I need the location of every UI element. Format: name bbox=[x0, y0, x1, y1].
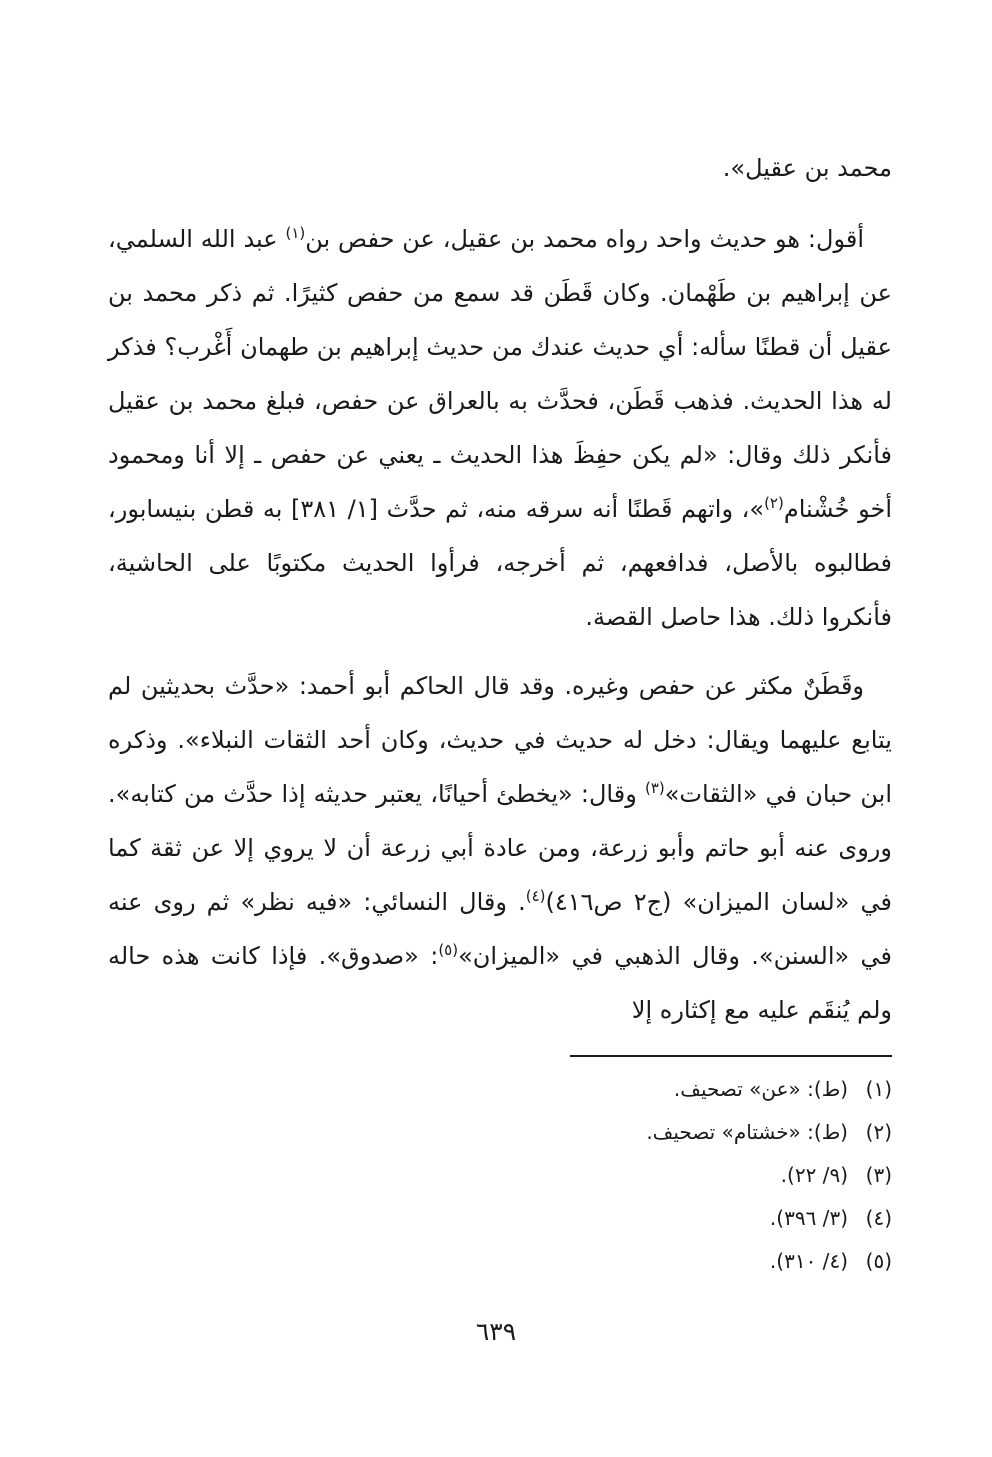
footnote-item bbox=[400, 1197, 892, 1240]
paragraph-aqul-text-2: عبد الله السلمي، عن إبراهيم بن طَهْمان. وكان قَطَن قد سمع من حفص كثيرًا. ثم ذكر محمد بن عقيل أن قطنًا سأله: أي حديث عندك من حديث إبراهيم بن طهمان أَغْرب؟ فذكر له هذا الحديث. فذهب قَطَن، فحدَّث به بالعراق عن حفص، فبلغ محمد بن عقيل فأنكر ذلك وقال: «لم يكن حفِظَ هذا الحديث ـ يعني عن حفص ـ إلا أنا ومحمود أخو خُشْنام bbox=[108, 225, 892, 523]
intro-line bbox=[108, 141, 892, 195]
footnote-text: (٩/ ٢٢). bbox=[780, 1163, 848, 1187]
footnote-text: (٤/ ٣١٠). bbox=[769, 1249, 848, 1273]
paragraph-qatan-text-1: وقَطَنٌ مكثر عن حفص وغيره. وقد قال الحاكم أبو أحمد: «حدَّث بحديثين لم يتابع عليهما ويقال: دخل له حديث في حديث، وكان أحد الثقات النبلاء». وذكره ابن حبان في «الثقات» bbox=[108, 672, 892, 808]
footnote-number: (٢) bbox=[865, 1120, 892, 1144]
footnote-text: (٣/ ٣٩٦). bbox=[769, 1206, 848, 1230]
footnote-item bbox=[400, 1111, 892, 1154]
footnote-text: (ط): «خشتام» تصحيف. bbox=[646, 1120, 848, 1144]
footnote-item bbox=[400, 1068, 892, 1111]
footnotes-list bbox=[400, 1068, 892, 1283]
footnote-ref-4: (٤) bbox=[525, 887, 546, 905]
footnote-ref-1: (١) bbox=[285, 224, 306, 242]
footnote-number: (٣) bbox=[865, 1163, 892, 1187]
footnote-item bbox=[400, 1240, 892, 1283]
page-number: ٦٣٩ bbox=[475, 1317, 517, 1346]
footnote-ref-2: (٢) bbox=[764, 494, 784, 512]
paragraph-aqul-text-3: »، واتهم قَطنًا أنه سرقه منه، ثم حدَّث [١/ ٣٨١] به قطن بنيسابور، فطالبوه بالأصل، فدافعهم، ثم أخرجه، فرأوا الحديث مكتوبًا على الحاشية، فأنكروا ذلك. هذا حاصل القصة. bbox=[108, 495, 892, 631]
paragraph-qatan bbox=[108, 659, 892, 1037]
footnote-ref-3: (٣) bbox=[644, 779, 665, 797]
footnote-divider bbox=[570, 1055, 892, 1057]
footnote-text: (ط): «عن» تصحيف. bbox=[673, 1077, 848, 1101]
paragraph-aqul bbox=[108, 212, 892, 644]
footnote-number: (٥) bbox=[865, 1249, 892, 1273]
footnote-ref-5: (٥) bbox=[438, 941, 459, 959]
footnote-item bbox=[400, 1154, 892, 1197]
intro-text: محمد بن عقيل». bbox=[722, 154, 892, 182]
paragraph-qatan-text-2: وقال: «يخطئ أحيانًا، يعتبر حديثه إذا حدَّث من كتابه». وروى عنه أبو حاتم وأبو زرعة، ومن عادة أبي زرعة أن لا يروي إلا عن ثقة كما في «لسان الميزان» (ج٢ ص٤١٦) bbox=[108, 780, 892, 916]
footnote-number: (٤) bbox=[865, 1206, 892, 1230]
paragraph-qatan-text-3: . وقال النسائي: «فيه نظر» ثم روى عنه في «السنن». وقال الذهبي في «الميزان» bbox=[108, 888, 892, 970]
footnote-number: (١) bbox=[865, 1077, 892, 1101]
paragraph-qatan-text-4: : «صدوق». فإذا كانت هذه حاله ولم يُنقَم عليه مع إكثاره إلا bbox=[108, 942, 892, 1024]
paragraph-aqul-text-1: أقول: هو حديث واحد رواه محمد بن عقيل، عن حفص بن bbox=[305, 225, 864, 253]
